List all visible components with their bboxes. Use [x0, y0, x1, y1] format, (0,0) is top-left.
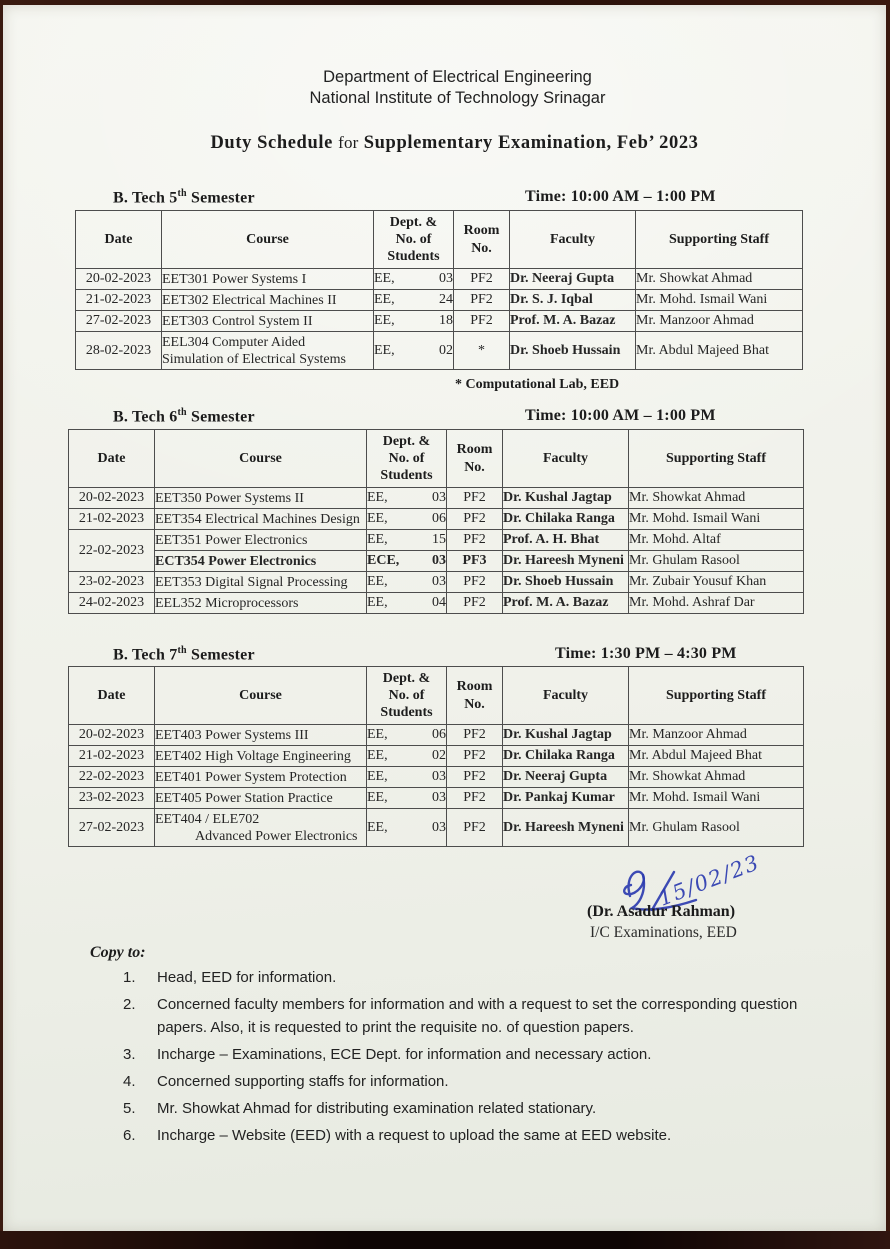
cell-faculty: Dr. Hareesh Myneni — [503, 551, 629, 572]
cell-date: 20-02-2023 — [76, 269, 162, 290]
cell-dept — [374, 332, 454, 370]
dept-code: EE, — [367, 490, 388, 505]
schedule-row — [76, 311, 803, 332]
cell-date: 23-02-2023 — [69, 788, 155, 809]
column-header-room — [447, 430, 503, 488]
cell-faculty: Dr. Shoeb Hussain — [510, 332, 636, 370]
course-line: Simulation of Electrical Systems — [162, 351, 346, 367]
course-line: EET402 High Voltage Engineering — [155, 748, 351, 764]
column-header-room — [454, 211, 510, 269]
column-header-line: Dept. & — [389, 214, 438, 230]
dept-count-wrap — [374, 343, 453, 359]
cell-staff: Mr. Mohd. Ashraf Dar — [629, 593, 804, 614]
schedule-row — [69, 488, 804, 509]
dept-code: EE, — [374, 292, 395, 307]
column-header-line: Dept. & — [382, 670, 431, 686]
course-line: EET303 Control System II — [162, 313, 313, 329]
semester-sup: th — [177, 188, 187, 199]
cell-staff: Mr. Mohd. Altaf — [629, 530, 804, 551]
cell-course — [162, 311, 374, 332]
dept-code: EE, — [367, 595, 388, 610]
dept-count-wrap — [367, 490, 446, 506]
schedule-row — [69, 593, 804, 614]
cell-dept — [367, 551, 447, 572]
student-count: 18 — [439, 313, 453, 328]
course-line: EET403 Power Systems III — [155, 727, 309, 743]
dept-code: EE, — [367, 574, 388, 589]
cell-course — [155, 488, 367, 509]
cell-room: PF2 — [447, 572, 503, 593]
semester-sup: th — [177, 407, 187, 418]
column-header-faculty: Faculty — [503, 667, 629, 725]
dept-count-wrap — [367, 532, 446, 548]
dept-code: EE, — [367, 819, 388, 835]
cell-dept — [367, 530, 447, 551]
column-header-staff: Supporting Staff — [636, 211, 803, 269]
course-line: EET404 / ELE702 — [155, 811, 260, 827]
cell-faculty: Prof. M. A. Bazaz — [503, 593, 629, 614]
student-count: 04 — [432, 595, 446, 610]
cell-dept — [367, 746, 447, 767]
copy-to-item-3: Incharge – Examinations, ECE Dept. for information and necessary action. — [157, 1046, 652, 1063]
cell-date: 21-02-2023 — [76, 290, 162, 311]
student-count: 03 — [439, 271, 453, 286]
document-page — [3, 5, 886, 1232]
title-part: for — [338, 133, 359, 152]
column-header-line: Room — [463, 223, 500, 239]
student-count: 03 — [432, 769, 446, 784]
dept-count-wrap — [367, 727, 446, 743]
cell-course — [155, 593, 367, 614]
course-line: EET401 Power System Protection — [155, 769, 347, 785]
cell-course — [162, 290, 374, 311]
cell-course — [155, 572, 367, 593]
cell-course — [155, 530, 367, 551]
cell-course — [162, 269, 374, 290]
org-line2: National Institute of Technology Srinagar — [309, 89, 606, 107]
title-part: Duty Schedule — [210, 133, 339, 153]
cell-room: PF2 — [447, 725, 503, 746]
cell-course — [155, 788, 367, 809]
semester-5-heading — [113, 188, 255, 207]
column-header-staff: Supporting Staff — [629, 667, 804, 725]
student-count: 03 — [432, 574, 446, 589]
schedule-row — [76, 269, 803, 290]
dept-code: EE, — [367, 511, 388, 526]
cell-staff: Mr. Ghulam Rasool — [629, 551, 804, 572]
cell-course — [155, 509, 367, 530]
copy-to-heading: Copy to: — [90, 944, 146, 961]
cell-room: PF3 — [447, 551, 503, 572]
dept-count-wrap — [367, 553, 446, 569]
course-line: Advanced Power Electronics — [195, 828, 358, 844]
cell-faculty: Prof. A. H. Bhat — [503, 530, 629, 551]
dept-count-wrap — [367, 769, 446, 785]
cell-course — [162, 332, 374, 370]
course-line: EEL352 Microprocessors — [155, 595, 299, 611]
cell-dept — [367, 725, 447, 746]
student-count: 03 — [432, 790, 446, 805]
column-header-dept — [367, 430, 447, 488]
cell-room: PF2 — [454, 290, 510, 311]
dept-count-wrap — [367, 748, 446, 764]
student-count: 15 — [432, 532, 446, 547]
student-count: 03 — [432, 819, 446, 835]
cell-room: PF2 — [447, 509, 503, 530]
cell-course — [155, 746, 367, 767]
dept-code: ECE, — [367, 553, 400, 568]
cell-room: PF2 — [454, 269, 510, 290]
dept-count-wrap — [367, 820, 446, 836]
cell-course — [155, 551, 367, 572]
student-count: 02 — [439, 342, 453, 358]
cell-date: 23-02-2023 — [69, 572, 155, 593]
signatory-role: I/C Examinations, EED — [590, 924, 737, 941]
column-header-line: Students — [380, 705, 433, 721]
dept-code: EE, — [367, 769, 388, 784]
student-count: 06 — [432, 511, 446, 526]
dept-count-wrap — [374, 292, 453, 308]
cell-staff: Mr. Manzoor Ahmad — [629, 725, 804, 746]
copy-to-item-6: Incharge – Website (EED) with a request to upload the same at EED website. — [157, 1127, 672, 1144]
semester-sup: th — [177, 645, 187, 656]
cell-dept — [367, 509, 447, 530]
column-header-line: Students — [380, 468, 433, 484]
cell-faculty: Dr. Neeraj Gupta — [503, 767, 629, 788]
dept-code: EE, — [367, 748, 388, 763]
column-header-dept — [367, 667, 447, 725]
column-header-line: No. of — [388, 687, 425, 703]
course-line: EET353 Digital Signal Processing — [155, 574, 348, 590]
column-header-line: Room — [456, 442, 493, 458]
dept-code: EE, — [367, 790, 388, 805]
cell-faculty: Dr. Kushal Jagtap — [503, 488, 629, 509]
duty-table-7th-semester — [68, 666, 804, 847]
semester-7-heading — [113, 645, 255, 664]
cell-dept — [367, 788, 447, 809]
cell-staff: Mr. Mohd. Ismail Wani — [629, 509, 804, 530]
column-header-dept — [374, 211, 454, 269]
course-line: EET301 Power Systems I — [162, 271, 307, 287]
course-line: ECT354 Power Electronics — [155, 553, 317, 569]
column-header-staff: Supporting Staff — [629, 430, 804, 488]
table-header-row — [76, 211, 803, 269]
org-line1: Department of Electrical Engineering — [323, 68, 592, 86]
table-header-row — [69, 667, 804, 725]
title-part: Supplementary Examination, Feb’ 2023 — [358, 133, 699, 153]
cell-dept — [367, 572, 447, 593]
dept-count-wrap — [374, 271, 453, 287]
cell-faculty: Dr. S. J. Iqbal — [510, 290, 636, 311]
cell-faculty: Prof. M. A. Bazaz — [510, 311, 636, 332]
student-count: 03 — [432, 553, 446, 568]
cell-course — [155, 725, 367, 746]
schedule-row — [69, 725, 804, 746]
column-header-line: Room — [456, 679, 493, 695]
cell-course — [155, 809, 367, 847]
cell-date: 22-02-2023 — [69, 767, 155, 788]
cell-faculty: Dr. Kushal Jagtap — [503, 725, 629, 746]
table-header-row — [69, 430, 804, 488]
cell-faculty: Dr. Chilaka Ranga — [503, 509, 629, 530]
cell-room: * — [454, 332, 510, 370]
cell-dept — [374, 290, 454, 311]
column-header-room — [447, 667, 503, 725]
semester-6-heading — [113, 407, 255, 426]
cell-dept — [367, 488, 447, 509]
student-count: 24 — [439, 292, 453, 307]
cell-date: 20-02-2023 — [69, 725, 155, 746]
schedule-row — [69, 746, 804, 767]
dept-code: EE, — [374, 342, 395, 358]
signatory-name: (Dr. Asadur Rahman) — [587, 903, 736, 920]
column-header-line: No. — [464, 459, 485, 475]
cell-room: PF2 — [447, 809, 503, 847]
semester-5-time: Time: 10:00 AM – 1:00 PM — [525, 188, 716, 205]
column-header-line: No. — [464, 696, 485, 712]
cell-date: 20-02-2023 — [69, 488, 155, 509]
dept-count-wrap — [367, 574, 446, 590]
cell-dept — [374, 269, 454, 290]
dept-code: EE, — [374, 271, 395, 286]
cell-dept — [367, 593, 447, 614]
course-line: EET351 Power Electronics — [155, 532, 308, 548]
semester-text: Semester — [186, 646, 255, 664]
column-header-line: No. — [471, 240, 492, 256]
column-header-date: Date — [69, 667, 155, 725]
dept-count-wrap — [367, 595, 446, 611]
schedule-row — [69, 509, 804, 530]
schedule-row — [69, 572, 804, 593]
cell-date: 21-02-2023 — [69, 746, 155, 767]
column-header-course: Course — [162, 211, 374, 269]
copy-to-item-4: Concerned supporting staffs for information. — [157, 1073, 449, 1090]
dept-code: EE, — [367, 727, 388, 742]
cell-staff: Mr. Manzoor Ahmad — [636, 311, 803, 332]
semester-7-time: Time: 1:30 PM – 4:30 PM — [555, 645, 737, 662]
cell-room: PF2 — [447, 530, 503, 551]
semester-text: Semester — [186, 189, 255, 207]
semester-6-time: Time: 10:00 AM – 1:00 PM — [525, 407, 716, 424]
dept-code: EE, — [374, 313, 395, 328]
cell-staff: Mr. Mohd. Ismail Wani — [636, 290, 803, 311]
cell-date: 24-02-2023 — [69, 593, 155, 614]
cell-staff: Mr. Showkat Ahmad — [636, 269, 803, 290]
cell-staff: Mr. Abdul Majeed Bhat — [629, 746, 804, 767]
column-header-course: Course — [155, 667, 367, 725]
cell-room: PF2 — [447, 488, 503, 509]
semester-text: B. Tech 5 — [113, 189, 178, 207]
duty-table-5th-semester — [75, 210, 803, 370]
org-header — [3, 67, 886, 109]
computational-lab-footnote: * Computational Lab, EED — [455, 377, 620, 392]
cell-faculty: Dr. Pankaj Kumar — [503, 788, 629, 809]
dept-count-wrap — [374, 313, 453, 329]
schedule-row — [76, 290, 803, 311]
column-header-line: Dept. & — [382, 433, 431, 449]
schedule-row — [69, 788, 804, 809]
schedule-row — [69, 767, 804, 788]
cell-room: PF2 — [454, 311, 510, 332]
copy-to-item-5: Mr. Showkat Ahmad for distributing examination related stationary. — [157, 1100, 597, 1117]
column-header-faculty: Faculty — [503, 430, 629, 488]
course-line: EET350 Power Systems II — [155, 490, 304, 506]
schedule-row — [69, 551, 804, 572]
cell-staff: Mr. Ghulam Rasool — [629, 809, 804, 847]
copy-to-item-2: Concerned faculty members for information and with a request to set the corresponding question papers. Also, it is requested to print the requisite no. of question papers. — [157, 996, 798, 1036]
course-line: EET302 Electrical Machines II — [162, 292, 337, 308]
student-count: 03 — [432, 490, 446, 505]
semester-text: B. Tech 7 — [113, 646, 178, 664]
schedule-row — [69, 530, 804, 551]
column-header-date: Date — [69, 430, 155, 488]
cell-faculty: Dr. Hareesh Myneni — [503, 809, 629, 847]
cell-faculty: Dr. Chilaka Ranga — [503, 746, 629, 767]
cell-date: 28-02-2023 — [76, 332, 162, 370]
cell-dept — [374, 311, 454, 332]
column-header-line: No. of — [388, 450, 425, 466]
duty-table-6th-semester — [68, 429, 804, 614]
cell-staff: Mr. Zubair Yousuf Khan — [629, 572, 804, 593]
column-header-date: Date — [76, 211, 162, 269]
course-line: EEL304 Computer Aided — [162, 334, 306, 350]
schedule-row — [76, 332, 803, 370]
column-header-line: No. of — [395, 231, 432, 247]
cell-room: PF2 — [447, 767, 503, 788]
schedule-row — [69, 809, 804, 847]
semester-text: Semester — [186, 408, 255, 426]
signature-date-handwriting: 15/02/23 — [655, 850, 764, 911]
student-count: 06 — [432, 727, 446, 742]
student-count: 02 — [432, 748, 446, 763]
cell-room: PF2 — [447, 593, 503, 614]
course-line: EET354 Electrical Machines Design — [155, 511, 360, 527]
cell-faculty: Dr. Neeraj Gupta — [510, 269, 636, 290]
document-title — [3, 133, 886, 154]
dept-code: EE, — [367, 532, 388, 547]
column-header-faculty: Faculty — [510, 211, 636, 269]
column-header-course: Course — [155, 430, 367, 488]
cell-date: 27-02-2023 — [69, 809, 155, 847]
copy-to-list — [121, 966, 821, 1151]
dept-count-wrap — [367, 790, 446, 806]
cell-date: 27-02-2023 — [76, 311, 162, 332]
cell-date: 21-02-2023 — [69, 509, 155, 530]
cell-dept — [367, 809, 447, 847]
dept-count-wrap — [367, 511, 446, 527]
copy-to-item-1: Head, EED for information. — [157, 969, 337, 986]
cell-staff: Mr. Abdul Majeed Bhat — [636, 332, 803, 370]
cell-staff: Mr. Mohd. Ismail Wani — [629, 788, 804, 809]
cell-faculty: Dr. Shoeb Hussain — [503, 572, 629, 593]
cell-dept — [367, 767, 447, 788]
semester-text: B. Tech 6 — [113, 408, 178, 426]
cell-room: PF2 — [447, 746, 503, 767]
cell-staff: Mr. Showkat Ahmad — [629, 767, 804, 788]
column-header-line: Students — [387, 249, 440, 265]
cell-room: PF2 — [447, 788, 503, 809]
cell-course — [155, 767, 367, 788]
cell-date: 22-02-2023 — [69, 530, 155, 572]
course-line: EET405 Power Station Practice — [155, 790, 333, 806]
cell-staff: Mr. Showkat Ahmad — [629, 488, 804, 509]
